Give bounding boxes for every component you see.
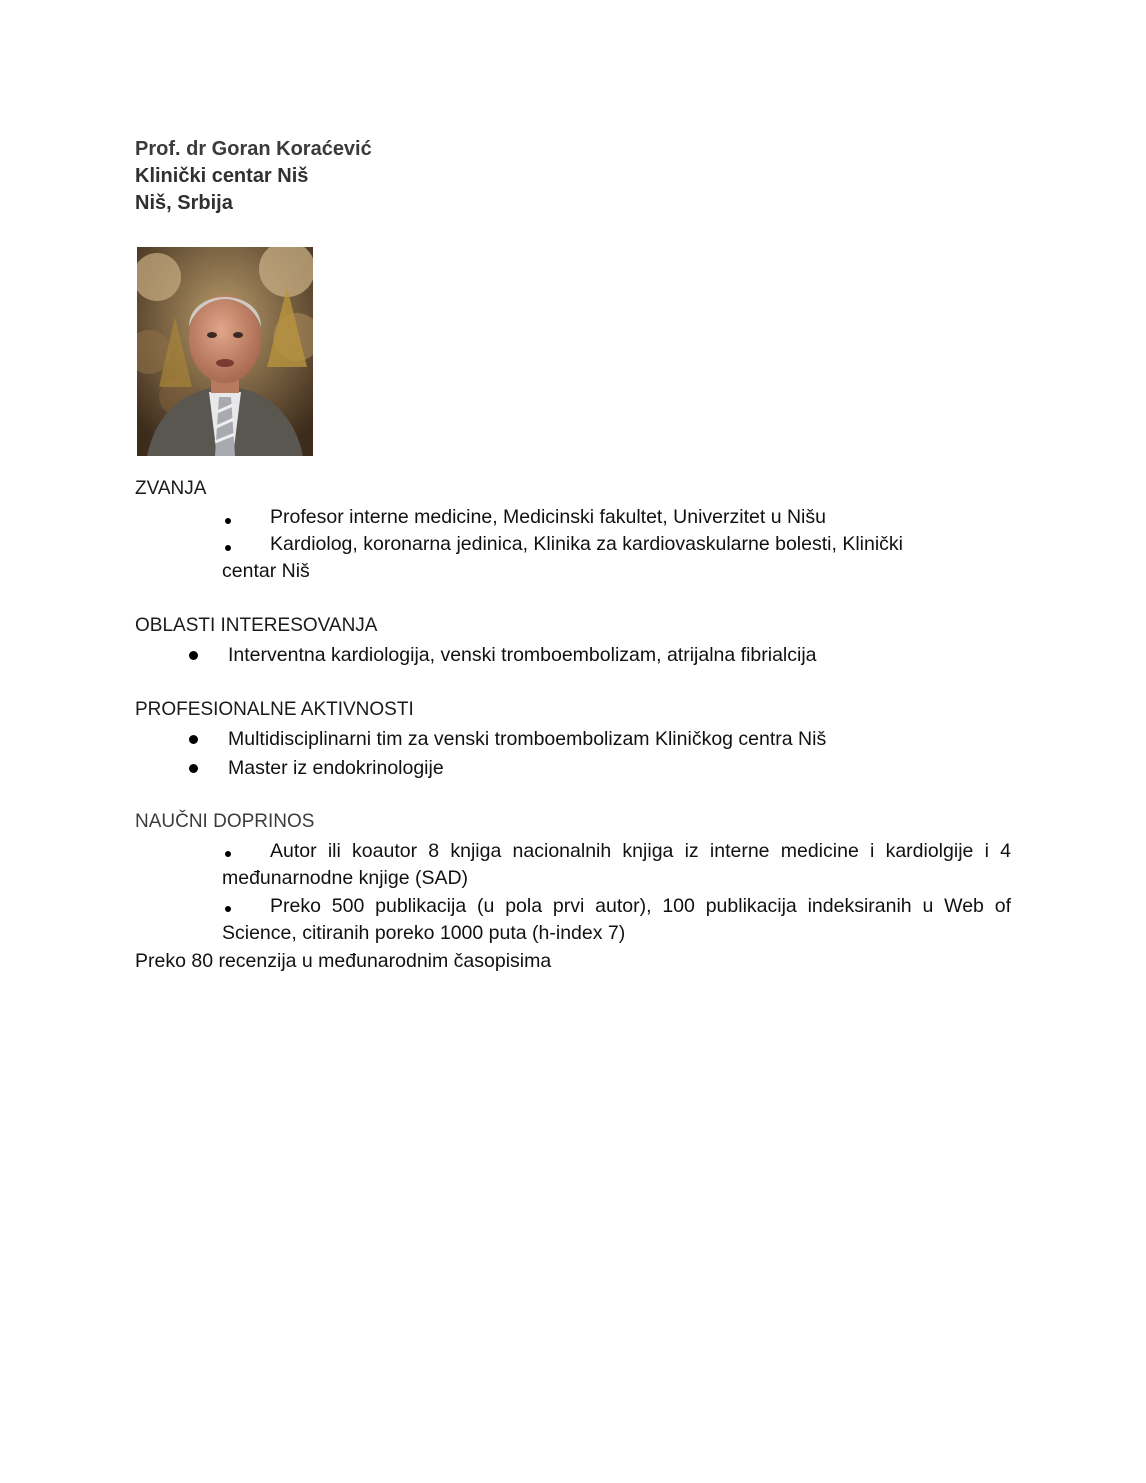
section-title-profesionalne: PROFESIONALNE AKTIVNOSTI [135,699,414,720]
portrait-photo [137,247,313,456]
location: Niš, Srbija [135,192,233,214]
list-item-continuation: centar Niš [222,560,310,582]
list-item: Autor ili koautor 8 knjiga nacionalnih knjiga iz interne medicine i kardiolgije i 4 međunarnodne knjige (SAD) [222,840,1011,889]
section-title-zvanja: ZVANJA [135,478,207,499]
bullet-icon [225,518,231,524]
footer-line: Preko 80 recenzija u međunarodnim časopisima [135,950,552,972]
institution: Klinički centar Niš [135,165,309,187]
list-item: Profesor interne medicine, Medicinski fakultet, Univerzitet u Nišu [270,506,826,528]
list-item: Master iz endokrinologije [228,757,444,779]
bullet-icon [189,651,198,660]
list-item: Interventna kardiologija, venski tromboembolizam, atrijalna fibrialcija [228,644,817,666]
list-item: Preko 500 publikacija (u pola prvi autor), 100 publikacija indeksiranih u Web of Science, citiranih poreko 1000 puta (h-index 7) [222,895,1011,944]
list-item: Multidisciplinarni tim za venski tromboembolizam Kliničkog centra Niš [228,728,827,750]
list-item: Kardiolog, koronarna jedinica, Klinika za kardiovaskularne bolesti, Klinički [270,533,903,555]
portrait-illustration [137,247,313,456]
bullet-icon [189,735,198,744]
bullet-icon [189,764,198,773]
bullet-icon [225,545,231,551]
section-title-oblasti: OBLASTI INTERESOVANJA [135,615,378,636]
section-title-naucni: NAUČNI DOPRINOS [135,811,315,832]
person-name: Prof. dr Goran Koraćević [135,138,372,160]
